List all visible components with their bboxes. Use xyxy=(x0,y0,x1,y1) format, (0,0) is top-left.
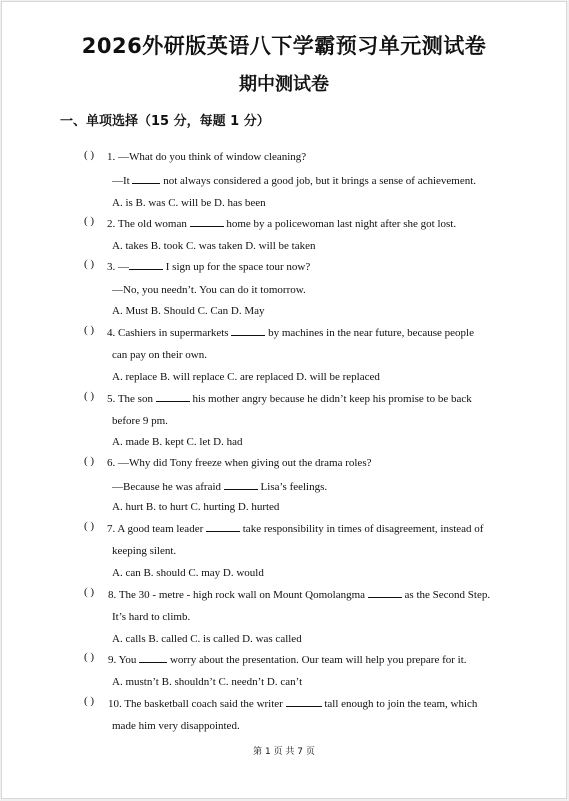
question-number: 4. xyxy=(107,327,118,339)
line-text: A. Must B. Should C. Can D. May xyxy=(112,305,265,317)
line-text: A. replace B. will replace C. are replaced D. will be replaced xyxy=(112,371,380,383)
question-number: 3. xyxy=(107,261,118,273)
page-footer: 第 1 页 共 7 页 xyxy=(253,747,315,757)
question-number: 10. xyxy=(108,698,125,710)
question-line xyxy=(112,173,476,188)
question-line xyxy=(112,610,190,624)
question-number: 8. xyxy=(108,589,119,601)
question-line xyxy=(107,150,306,164)
question-line xyxy=(112,719,240,733)
answer-blank xyxy=(190,216,224,227)
answer-bracket: ( ) xyxy=(84,455,95,467)
answer-bracket: ( ) xyxy=(84,390,95,402)
answer-options xyxy=(112,196,266,210)
line-text: home by a policewoman last night after she got lost. xyxy=(223,218,457,230)
line-text: Lisa’s feelings. xyxy=(257,481,328,493)
line-text: —Because he was afraid xyxy=(112,481,224,493)
line-text: —What do you think of window cleaning? xyxy=(118,151,307,163)
question-line xyxy=(108,587,490,602)
answer-bracket: ( ) xyxy=(84,324,95,336)
answer-bracket: ( ) xyxy=(84,215,95,227)
page-title: 2026外研版英语八下学霸预习单元测试卷 xyxy=(81,34,487,58)
question-number: 5. xyxy=(107,393,118,405)
answer-options xyxy=(112,304,265,318)
answer-blank xyxy=(224,479,258,490)
question-line xyxy=(112,544,176,558)
question-line xyxy=(107,521,483,536)
answer-options xyxy=(112,370,380,384)
question-line xyxy=(108,696,477,711)
answer-blank xyxy=(139,652,167,663)
question-line xyxy=(107,216,456,231)
answer-blank xyxy=(156,391,190,402)
line-text: —It xyxy=(112,175,133,187)
line-text: worry about the presentation. Our team will help you prepare for it. xyxy=(167,654,467,666)
answer-bracket: ( ) xyxy=(84,258,95,270)
question-line xyxy=(107,456,371,470)
line-text: made him very disappointed. xyxy=(112,720,240,732)
answer-options xyxy=(112,500,279,514)
line-text: The 30 - metre - high rock wall on Mount Qomolangma xyxy=(118,589,368,601)
question-line xyxy=(112,479,327,494)
line-text: A good team leader xyxy=(117,523,206,535)
answer-bracket: ( ) xyxy=(84,586,95,598)
question-number: 9. xyxy=(108,654,119,666)
document-page xyxy=(1,1,567,799)
answer-blank xyxy=(286,696,322,707)
line-text: I sign up for the space tour now? xyxy=(163,261,311,273)
line-text: —Why did Tony freeze when giving out the drama roles? xyxy=(118,457,372,469)
question-line xyxy=(112,348,207,362)
question-number: 7. xyxy=(107,523,118,535)
line-text: A. can B. should C. may D. would xyxy=(112,567,264,579)
answer-bracket: ( ) xyxy=(84,651,95,663)
answer-blank xyxy=(231,325,265,336)
line-text: A. is B. was C. will be D. has been xyxy=(112,197,266,209)
line-text: A. hurt B. to hurt C. hurting D. hurted xyxy=(112,501,280,513)
line-text: take responsibility in times of disagreement, instead of xyxy=(240,523,484,535)
question-number: 1. xyxy=(107,151,118,163)
answer-options xyxy=(112,566,264,580)
answer-blank xyxy=(132,173,160,184)
answer-options xyxy=(112,675,302,689)
line-text: The basketball coach said the writer xyxy=(124,698,286,710)
line-text: A. mustn’t B. shouldn’t C. needn’t D. can’t xyxy=(112,676,303,688)
answer-options xyxy=(112,239,315,253)
question-line xyxy=(107,325,474,340)
page-subtitle: 期中测试卷 xyxy=(239,74,329,95)
line-text: A. made B. kept C. let D. had xyxy=(112,436,243,448)
answer-blank xyxy=(368,587,402,598)
line-text: It’s hard to climb. xyxy=(112,611,191,623)
line-text: You xyxy=(118,654,140,666)
line-text: as the Second Step. xyxy=(401,589,491,601)
question-line xyxy=(108,652,467,667)
question-line xyxy=(107,391,472,406)
question-line xyxy=(112,283,306,297)
section-heading: 一、单项选择（15 分，每题 1 分） xyxy=(60,114,270,129)
line-text: tall enough to join the team, which xyxy=(321,698,478,710)
line-text: Cashiers in supermarkets xyxy=(118,327,232,339)
line-text: can pay on their own. xyxy=(112,349,207,361)
line-text: his mother angry because he didn’t keep his promise to be back xyxy=(189,393,472,405)
line-text: A. takes B. took C. was taken D. will be taken xyxy=(112,240,316,252)
line-text: — xyxy=(118,261,129,273)
line-text: A. calls B. called C. is called D. was called xyxy=(112,633,302,645)
question-number: 6. xyxy=(107,457,118,469)
answer-options xyxy=(112,435,242,449)
answer-blank xyxy=(206,521,240,532)
answer-bracket: ( ) xyxy=(84,149,95,161)
question-line xyxy=(107,259,310,274)
question-line xyxy=(112,414,168,428)
line-text: keeping silent. xyxy=(112,545,177,557)
answer-blank xyxy=(129,259,163,270)
answer-options xyxy=(112,632,302,646)
line-text: The old woman xyxy=(117,218,190,230)
line-text: by machines in the near future, because people xyxy=(265,327,474,339)
line-text: The son xyxy=(117,393,156,405)
line-text: —No, you needn’t. You can do it tomorrow. xyxy=(112,284,306,296)
answer-bracket: ( ) xyxy=(84,520,95,532)
line-text: not always considered a good job, but it brings a sense of achievement. xyxy=(160,175,477,187)
question-number: 2. xyxy=(107,218,118,230)
answer-bracket: ( ) xyxy=(84,695,95,707)
line-text: before 9 pm. xyxy=(112,415,168,427)
